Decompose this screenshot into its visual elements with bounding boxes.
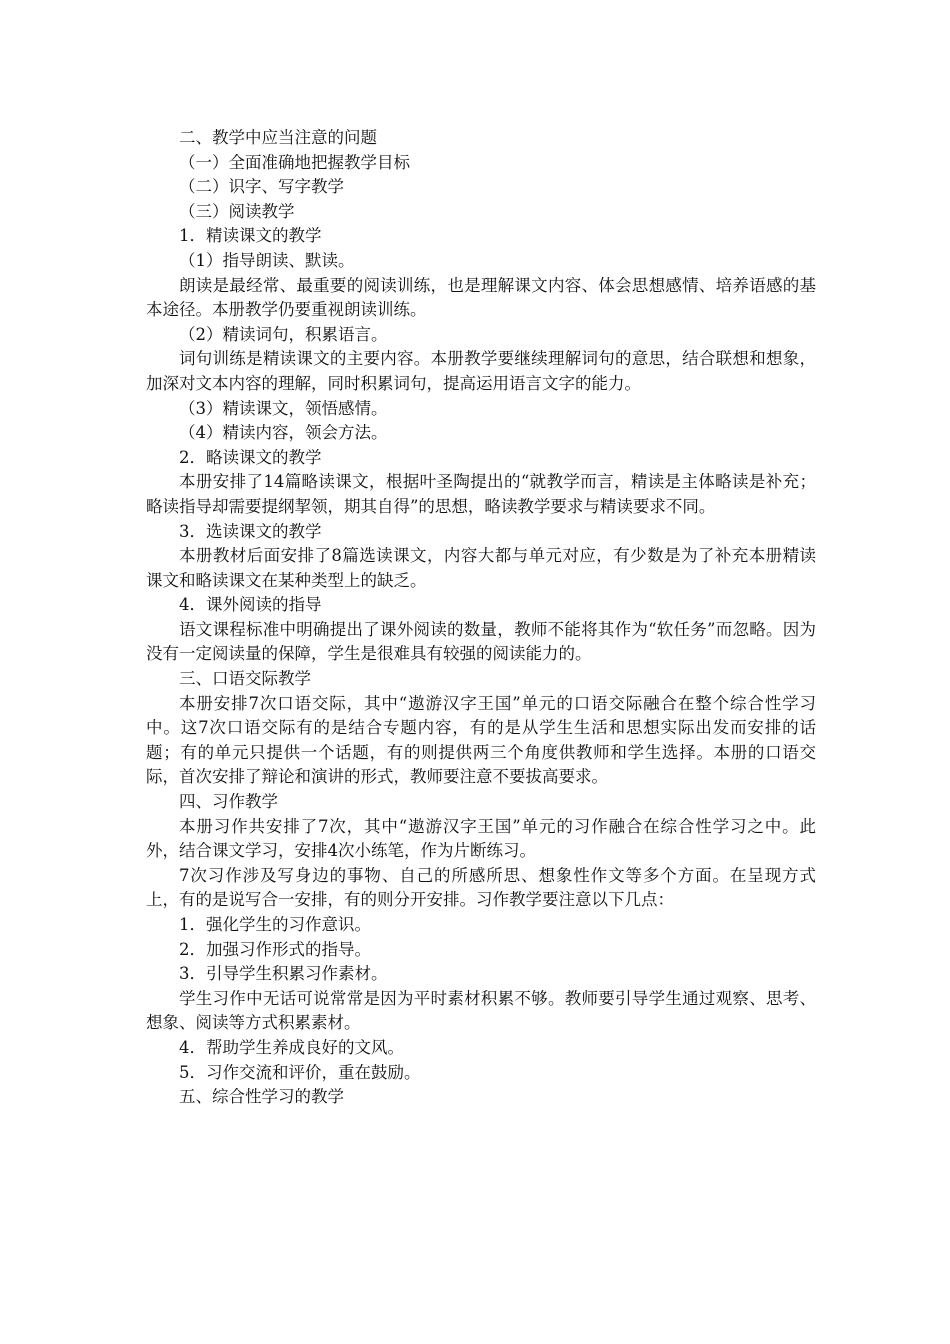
subitem-heading: （2）精读词句，积累语言。 [179, 324, 388, 344]
body-paragraph: 词句训练是精读课文的主要内容。本册教学要继续理解词句的意思，结合联想和想象，加深对文本内容的理解，同时积累词句，提高运用语言文字的能力。 [146, 349, 816, 393]
subitem-heading: （3）精读课文，领悟感情。 [179, 398, 388, 418]
body-paragraph: 语文课程标准中明确提出了课外阅读的数量，教师不能将其作为“软任务”而忽略。因为没有一定阅读量的保障，学生是很难具有较强的阅读能力的。 [146, 619, 816, 664]
list-item: 4．帮助学生养成良好的文风。 [179, 1037, 404, 1057]
body-paragraph: 朗读是最经常、最重要的阅读训练，也是理解课文内容、体会思想感情、培养语感的基本途径。本册教学仍要重视朗读训练。 [146, 275, 816, 320]
section-heading: 三、口语交际教学 [179, 669, 311, 689]
body-paragraph: 本册安排7次口语交际，其中“遨游汉字王国”单元的口语交际融合在整个综合性学习中。这7次口语交际有的是结合专题内容，有的是从学生生活和思想实际出发而安排的话题；有的单元只提供一个话题，有的则提供两三个角度供教师和学生选择。本册的口语交际，首次安排了辩论和演讲的形式，教师要注意不要拔高要求。 [146, 693, 816, 787]
document-body [146, 126, 816, 1110]
subitem-heading: （4）精读内容，领会方法。 [179, 423, 388, 443]
section-heading: 四、习作教学 [179, 792, 278, 812]
body-paragraph: 本册安排了14篇略读课文，根据叶圣陶提出的“就教学而言，精读是主体略读是补充；略读指导却需要提纲挈领，期其自得”的思想，略读教学要求与精读要求不同。 [146, 472, 816, 516]
list-item: 2．加强习作形式的指导。 [179, 939, 371, 959]
body-paragraph: 本册教材后面安排了8篇选读课文，内容大都与单元对应，有少数是为了补充本册精读课文和略读课文在某种类型上的缺乏。 [146, 546, 816, 590]
body-paragraph: 本册习作共安排了7次，其中“遨游汉字王国”单元的习作融合在综合性学习之中。此外，结合课文学习，安排4次小练笔，作为片断练习。 [146, 816, 816, 861]
list-item: 3．引导学生积累习作素材。 [179, 964, 388, 984]
list-item: 1．强化学生的习作意识。 [179, 915, 371, 934]
body-paragraph: 7次习作涉及写身边的事物、自己的所感所思、想象性作文等多个方面。在呈现方式上，有的是说写合一安排，有的则分开安排。习作教学要注意以下几点： [146, 865, 816, 910]
section-heading: 二、教学中应当注意的问题 [179, 128, 377, 147]
body-paragraph: 学生习作中无话可说常常是因为平时素材积累不够。教师要引导学生通过观察、思考、想象、阅读等方式积累素材。 [146, 988, 816, 1033]
subsection-heading: （三）阅读教学 [179, 201, 295, 221]
item-heading: 1．精读课文的教学 [179, 226, 322, 246]
item-heading: 3．选读课文的教学 [179, 521, 322, 541]
subsection-heading: （一）全面准确地把握教学目标 [179, 152, 410, 172]
subsection-heading: （二）识字、写字教学 [179, 177, 344, 197]
item-heading: 2．略读课文的教学 [179, 447, 322, 467]
subitem-heading: （1）指导朗读、默读。 [179, 250, 355, 270]
item-heading: 4．课外阅读的指导 [179, 595, 322, 615]
section-heading: 五、综合性学习的教学 [179, 1087, 344, 1107]
list-item: 5．习作交流和评价，重在鼓励。 [179, 1062, 421, 1082]
